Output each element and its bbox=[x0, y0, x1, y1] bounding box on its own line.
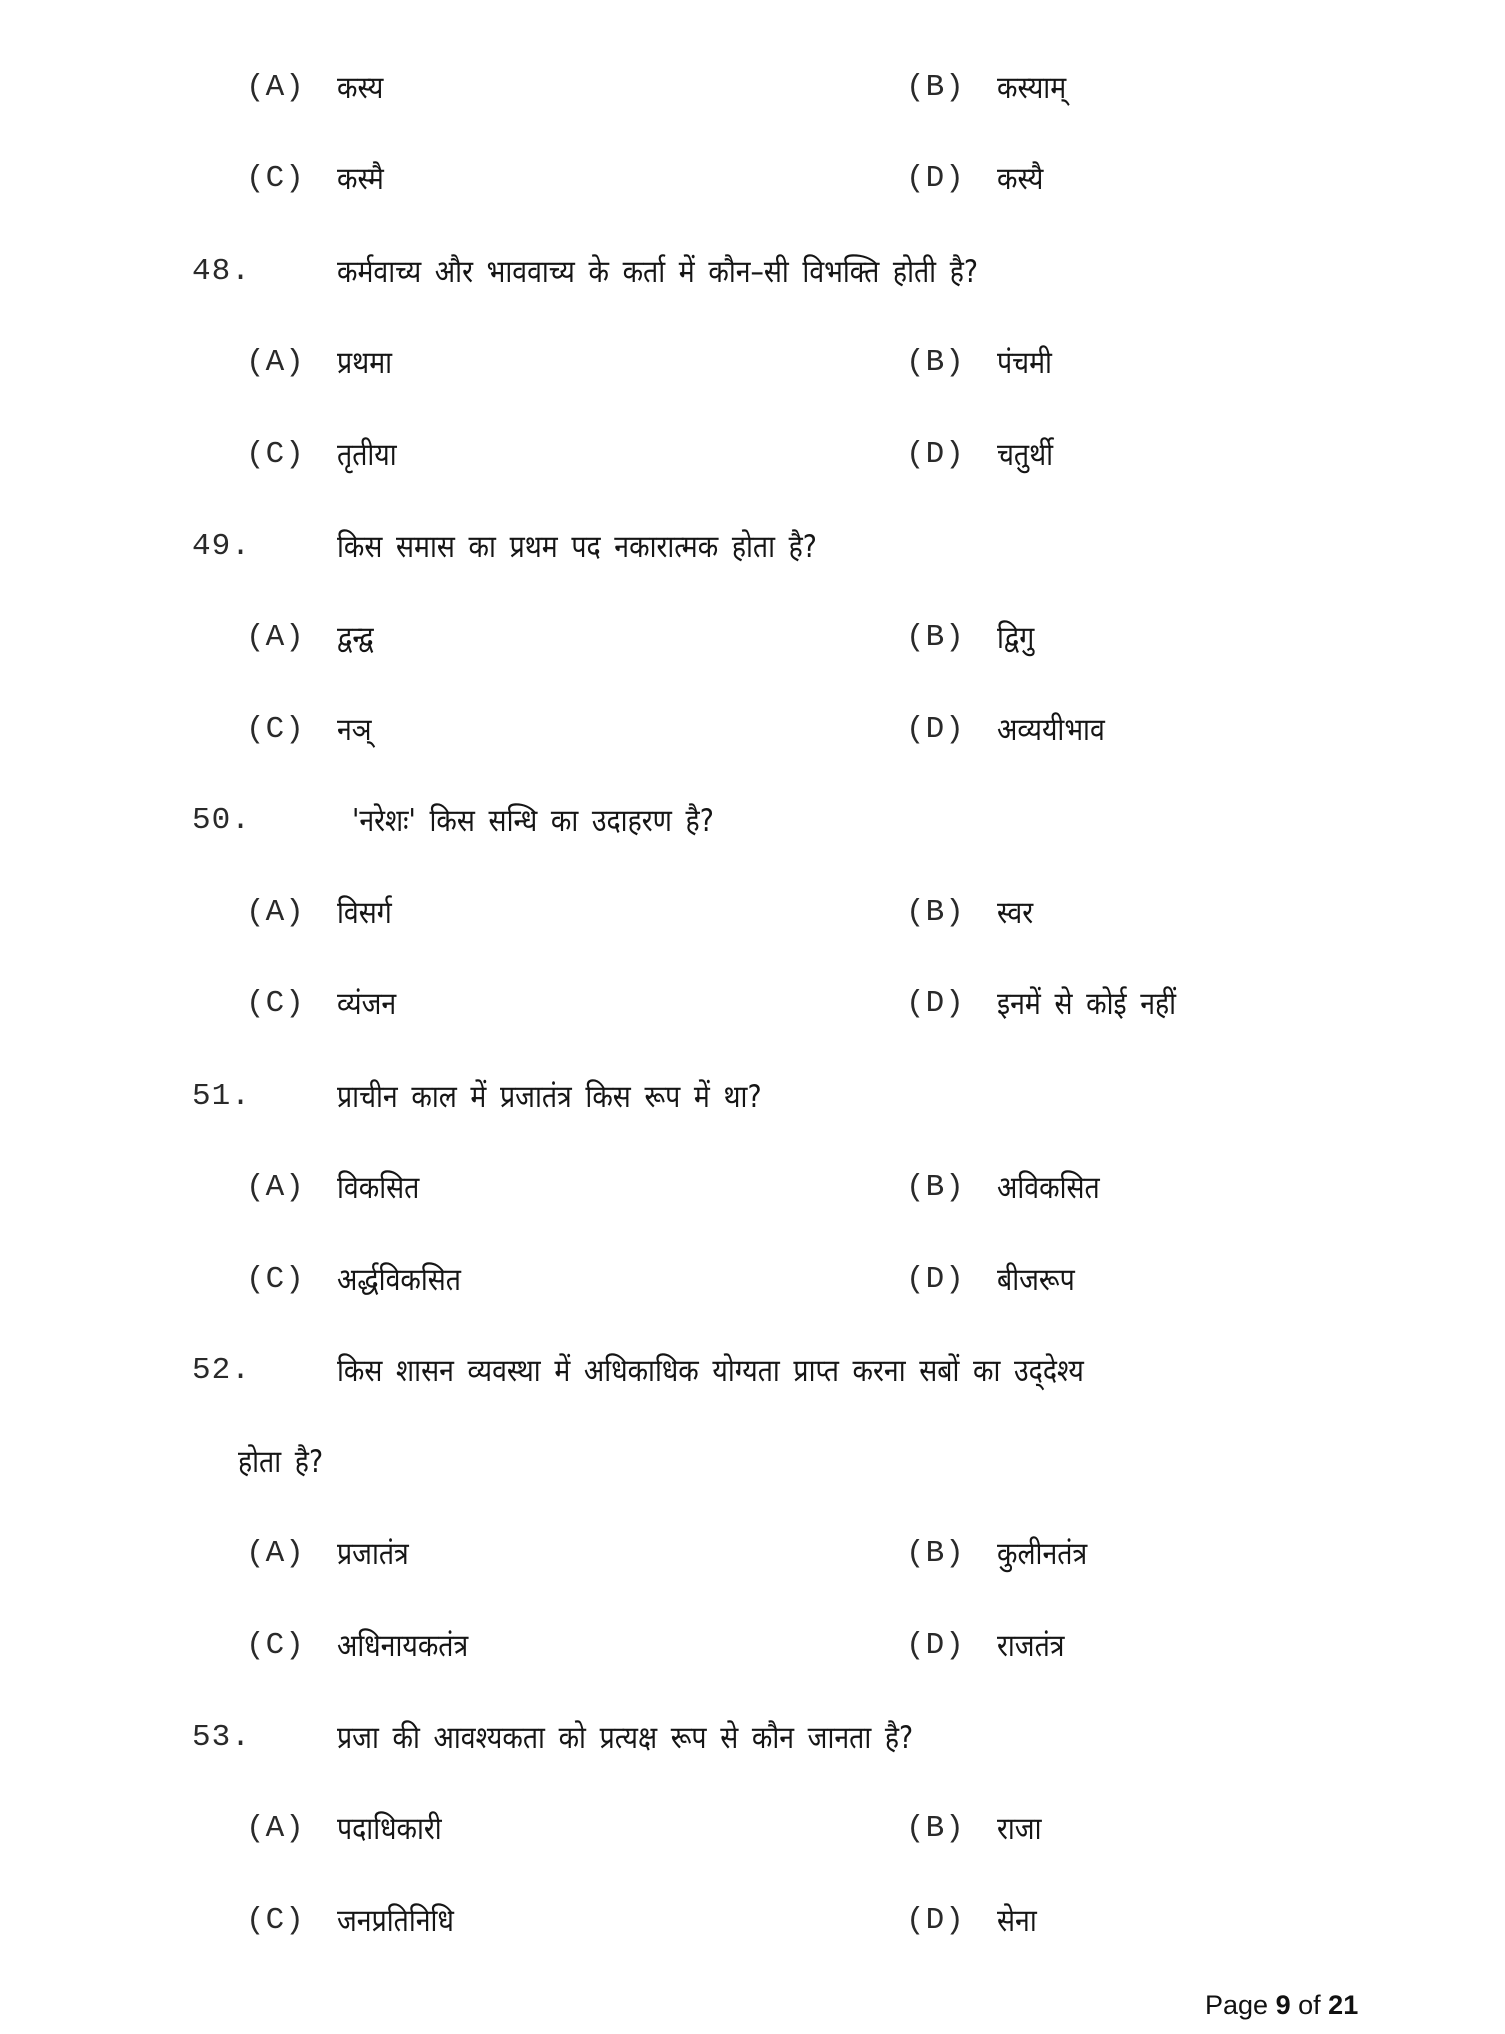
option-text-a: विसर्ग bbox=[337, 895, 392, 931]
option-label-d: (D) bbox=[906, 161, 965, 196]
option-label-a: (A) bbox=[246, 620, 305, 655]
option-text-c: व्यंजन bbox=[337, 986, 397, 1022]
current-page-number: 9 bbox=[1275, 1990, 1291, 2020]
option-text-d: बीजरूप bbox=[997, 1262, 1075, 1298]
question-49 bbox=[0, 517, 1505, 577]
option-label-c: (C) bbox=[246, 437, 305, 472]
question-53 bbox=[0, 1708, 1505, 1768]
option-label-b: (B) bbox=[906, 895, 965, 930]
question-50 bbox=[0, 791, 1505, 851]
question-51 bbox=[0, 1067, 1505, 1127]
option-row bbox=[0, 1616, 1505, 1676]
question-52-continued bbox=[0, 1432, 1505, 1492]
option-label-d: (D) bbox=[906, 712, 965, 747]
total-pages-number: 21 bbox=[1328, 1990, 1359, 2020]
option-text-c: कस्मै bbox=[337, 161, 384, 197]
option-text-d: राजतंत्र bbox=[997, 1628, 1065, 1664]
question-number: 50. bbox=[192, 803, 251, 838]
option-text-c: नञ् bbox=[337, 712, 372, 748]
option-row bbox=[0, 333, 1505, 393]
option-label-b: (B) bbox=[906, 70, 965, 105]
option-label-b: (B) bbox=[906, 1170, 965, 1205]
option-row bbox=[0, 1250, 1505, 1310]
option-label-b: (B) bbox=[906, 1536, 965, 1571]
option-label-a: (A) bbox=[246, 1170, 305, 1205]
question-48 bbox=[0, 242, 1505, 302]
option-label-c: (C) bbox=[246, 712, 305, 747]
option-text-d: अव्ययीभाव bbox=[997, 712, 1105, 748]
question-text-continued: होता है? bbox=[238, 1444, 324, 1480]
option-row bbox=[0, 149, 1505, 209]
option-label-d: (D) bbox=[906, 986, 965, 1021]
option-text-d: इनमें से कोई नहीं bbox=[997, 986, 1177, 1022]
option-text-b: कस्याम् bbox=[997, 70, 1067, 106]
option-row bbox=[0, 883, 1505, 943]
option-label-c: (C) bbox=[246, 1628, 305, 1663]
option-text-a: द्वन्द्व bbox=[337, 620, 374, 656]
question-number: 52. bbox=[192, 1353, 251, 1388]
option-row bbox=[0, 700, 1505, 760]
option-label-d: (D) bbox=[906, 1903, 965, 1938]
option-text-d: चतुर्थी bbox=[997, 437, 1054, 473]
question-text: किस समास का प्रथम पद नकारात्मक होता है? bbox=[337, 529, 817, 565]
option-label-a: (A) bbox=[246, 1811, 305, 1846]
option-label-c: (C) bbox=[246, 1262, 305, 1297]
question-number: 49. bbox=[192, 529, 251, 564]
option-row bbox=[0, 1158, 1505, 1218]
option-row bbox=[0, 1891, 1505, 1951]
option-label-c: (C) bbox=[246, 986, 305, 1021]
option-row bbox=[0, 608, 1505, 668]
question-text: प्राचीन काल में प्रजातंत्र किस रूप में था? bbox=[337, 1079, 762, 1115]
option-text-c: अर्द्धविकसित bbox=[337, 1262, 462, 1298]
question-number: 48. bbox=[192, 254, 251, 289]
option-text-c: अधिनायकतंत्र bbox=[337, 1628, 469, 1664]
option-text-b: द्विगु bbox=[997, 620, 1035, 656]
option-text-b: राजा bbox=[997, 1811, 1042, 1847]
option-label-a: (A) bbox=[246, 1536, 305, 1571]
option-text-b: स्वर bbox=[997, 895, 1034, 931]
option-row bbox=[0, 974, 1505, 1034]
option-text-a: विकसित bbox=[337, 1170, 420, 1206]
option-text-d: कस्यै bbox=[997, 161, 1044, 197]
option-text-b: पंचमी bbox=[997, 345, 1052, 381]
option-row bbox=[0, 58, 1505, 118]
option-text-a: पदाधिकारी bbox=[337, 1811, 442, 1847]
option-text-a: कस्य bbox=[337, 70, 384, 106]
option-label-c: (C) bbox=[246, 161, 305, 196]
option-label-a: (A) bbox=[246, 895, 305, 930]
option-text-a: प्रजातंत्र bbox=[337, 1536, 409, 1572]
option-text-d: सेना bbox=[997, 1903, 1037, 1939]
page-number-footer bbox=[1205, 1990, 1358, 2021]
question-text: 'नरेशः' किस सन्धि का उदाहरण है? bbox=[352, 803, 714, 839]
option-text-b: अविकसित bbox=[997, 1170, 1100, 1206]
option-label-b: (B) bbox=[906, 345, 965, 380]
option-label-d: (D) bbox=[906, 1262, 965, 1297]
option-label-b: (B) bbox=[906, 1811, 965, 1846]
question-52 bbox=[0, 1341, 1505, 1401]
option-text-c: तृतीया bbox=[337, 437, 397, 473]
option-label-d: (D) bbox=[906, 1628, 965, 1663]
question-text: कर्मवाच्य और भाववाच्य के कर्ता में कौन–सी विभक्ति होती है? bbox=[337, 254, 979, 290]
option-row bbox=[0, 425, 1505, 485]
option-text-b: कुलीनतंत्र bbox=[997, 1536, 1088, 1572]
option-label-a: (A) bbox=[246, 70, 305, 105]
question-number: 51. bbox=[192, 1079, 251, 1114]
question-number: 53. bbox=[192, 1720, 251, 1755]
option-label-d: (D) bbox=[906, 437, 965, 472]
question-text: प्रजा की आवश्यकता को प्रत्यक्ष रूप से कौन जानता है? bbox=[337, 1720, 914, 1756]
option-label-a: (A) bbox=[246, 345, 305, 380]
option-label-b: (B) bbox=[906, 620, 965, 655]
footer-of-label: of bbox=[1298, 1990, 1321, 2020]
option-label-c: (C) bbox=[246, 1903, 305, 1938]
footer-prefix: Page bbox=[1205, 1990, 1269, 2020]
option-text-c: जनप्रतिनिधि bbox=[337, 1903, 454, 1939]
option-row bbox=[0, 1799, 1505, 1859]
question-text: किस शासन व्यवस्था में अधिकाधिक योग्यता प्राप्त करना सबों का उद्‌देश्य bbox=[337, 1353, 1084, 1389]
option-text-a: प्रथमा bbox=[337, 345, 393, 381]
option-row bbox=[0, 1524, 1505, 1584]
